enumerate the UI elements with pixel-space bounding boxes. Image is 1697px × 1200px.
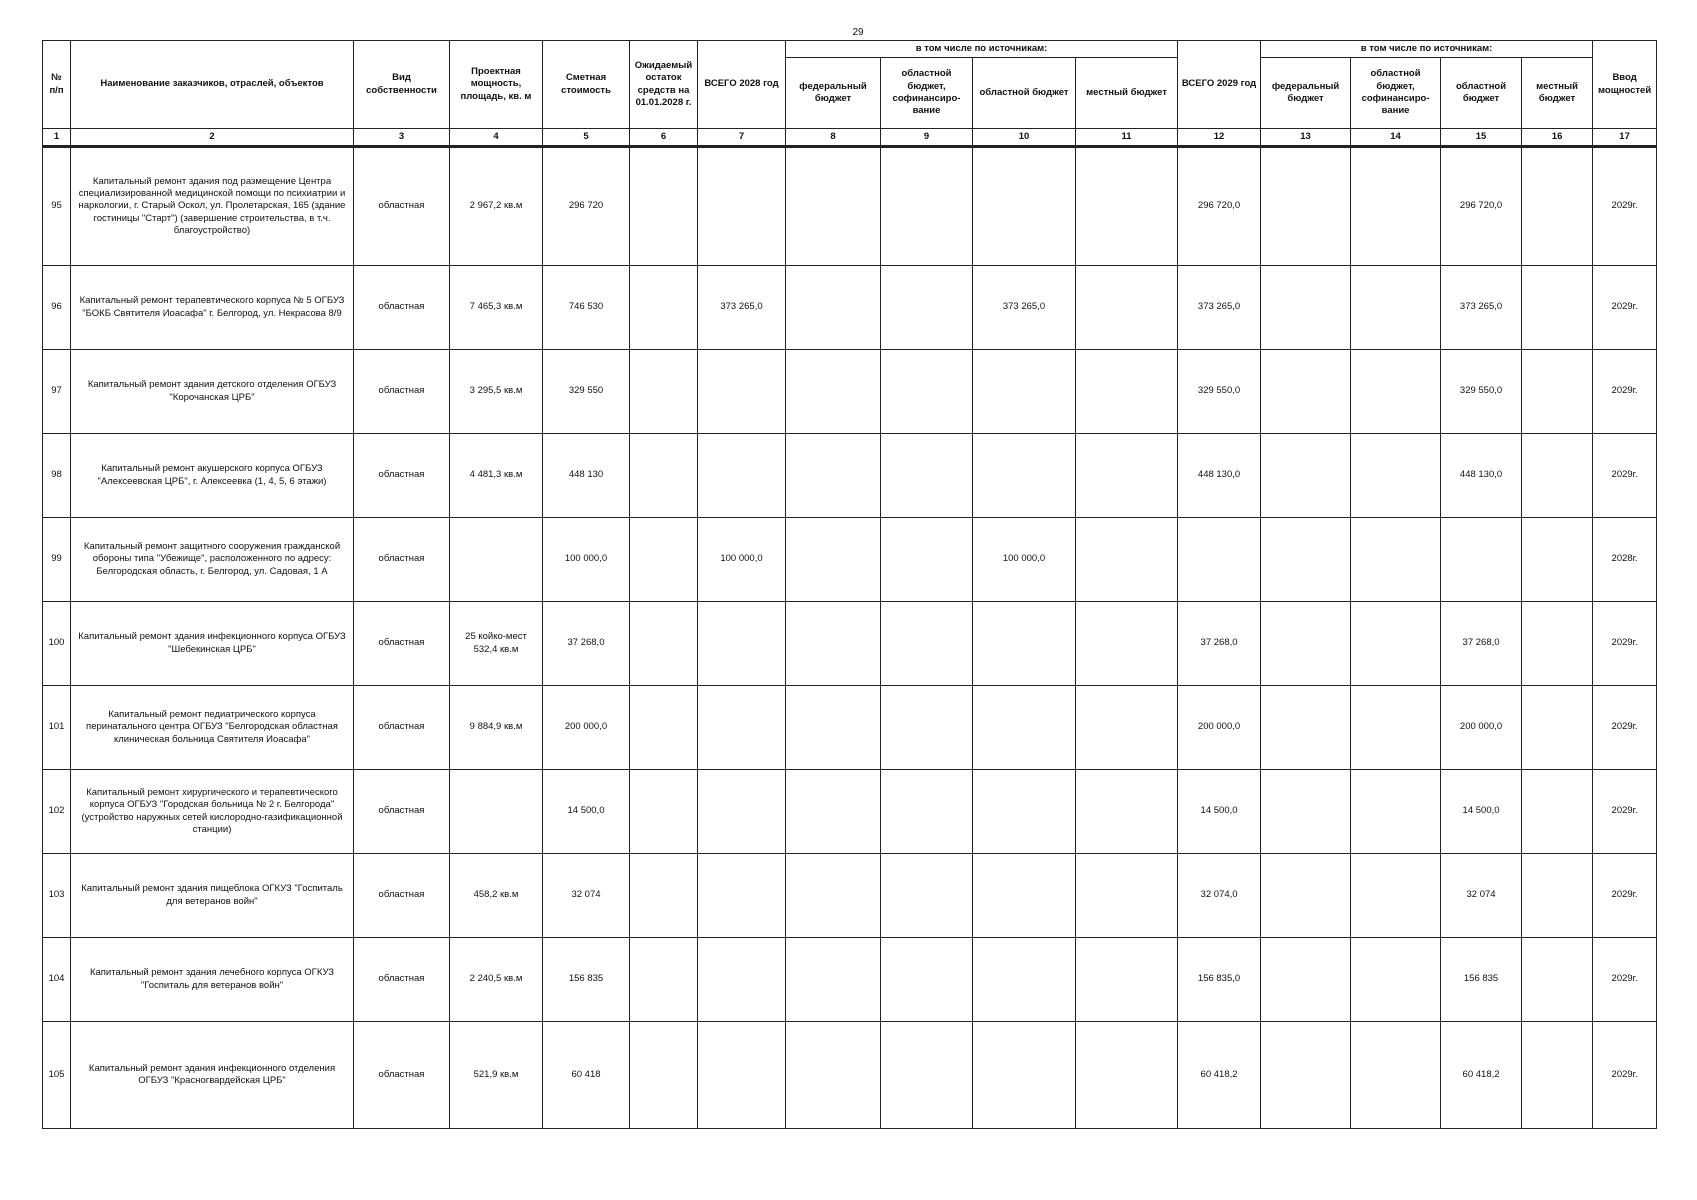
- cofin-2028-cell: [881, 266, 973, 350]
- column-number: 1: [43, 129, 71, 147]
- cofin-2028-cell: [881, 854, 973, 938]
- federal-2029-cell: [1261, 434, 1351, 518]
- row-number: 97: [43, 350, 71, 434]
- estimate-cell: 200 000,0: [543, 686, 630, 770]
- table-row: [43, 518, 1657, 602]
- total-2028-cell: [698, 434, 786, 518]
- commission-year-cell: 2028г.: [1593, 518, 1657, 602]
- header-cofin-2028: областной бюджет, софинансиро-вание: [881, 58, 973, 129]
- federal-2028-cell: [786, 854, 881, 938]
- column-number: 14: [1351, 129, 1441, 147]
- regional-2029-cell: 296 720,0: [1441, 147, 1522, 266]
- ownership-cell: областная: [354, 518, 450, 602]
- header-sources-2028: в том числе по источникам:: [786, 41, 1178, 58]
- commission-year-cell: 2029г.: [1593, 147, 1657, 266]
- federal-2028-cell: [786, 602, 881, 686]
- federal-2029-cell: [1261, 854, 1351, 938]
- estimate-cell: 296 720: [543, 147, 630, 266]
- header-name: Наименование заказчиков, отраслей, объектов: [71, 41, 354, 129]
- ownership-cell: областная: [354, 770, 450, 854]
- regional-2028-cell: [973, 1022, 1076, 1129]
- total-2029-cell: 32 074,0: [1178, 854, 1261, 938]
- local-2028-cell: [1076, 602, 1178, 686]
- header-federal-2028: федеральный бюджет: [786, 58, 881, 129]
- cofin-2029-cell: [1351, 1022, 1441, 1129]
- capacity-cell: [450, 518, 543, 602]
- local-2029-cell: [1522, 602, 1593, 686]
- cofin-2029-cell: [1351, 518, 1441, 602]
- local-2029-cell: [1522, 518, 1593, 602]
- federal-2029-cell: [1261, 770, 1351, 854]
- local-2029-cell: [1522, 686, 1593, 770]
- federal-2028-cell: [786, 147, 881, 266]
- header-estimate: Сметная стоимость: [543, 41, 630, 129]
- total-2028-cell: [698, 1022, 786, 1129]
- commission-year-cell: 2029г.: [1593, 854, 1657, 938]
- header-row-no: № п/п: [43, 41, 71, 129]
- header-regional-2029: областной бюджет: [1441, 58, 1522, 129]
- regional-2029-cell: 329 550,0: [1441, 350, 1522, 434]
- row-number: 105: [43, 1022, 71, 1129]
- regional-2029-cell: 14 500,0: [1441, 770, 1522, 854]
- regional-2028-cell: [973, 147, 1076, 266]
- total-2028-cell: 373 265,0: [698, 266, 786, 350]
- object-name: Капитальный ремонт здания инфекционного корпуса ОГБУЗ "Шебекинская ЦРБ": [71, 602, 354, 686]
- header-commission: Ввод мощностей: [1593, 41, 1657, 129]
- federal-2029-cell: [1261, 350, 1351, 434]
- table-row: [43, 350, 1657, 434]
- total-2029-cell: [1178, 518, 1261, 602]
- regional-2029-cell: 156 835: [1441, 938, 1522, 1022]
- header-sources-2029: в том числе по источникам:: [1261, 41, 1593, 58]
- local-2029-cell: [1522, 266, 1593, 350]
- table-row: [43, 434, 1657, 518]
- federal-2029-cell: [1261, 938, 1351, 1022]
- column-number: 11: [1076, 129, 1178, 147]
- cofin-2029-cell: [1351, 147, 1441, 266]
- regional-2028-cell: [973, 770, 1076, 854]
- object-name: Капитальный ремонт хирургического и терапевтического корпуса ОГБУЗ "Городская больница № 2 г. Белгорода" (устройство наружных сетей кислородно-газификационной станции): [71, 770, 354, 854]
- commission-year-cell: 2029г.: [1593, 602, 1657, 686]
- federal-2029-cell: [1261, 1022, 1351, 1129]
- column-number: 4: [450, 129, 543, 147]
- column-number: 13: [1261, 129, 1351, 147]
- row-number: 96: [43, 266, 71, 350]
- table-row: [43, 147, 1657, 266]
- cofin-2029-cell: [1351, 266, 1441, 350]
- commission-year-cell: 2029г.: [1593, 686, 1657, 770]
- ownership-cell: областная: [354, 266, 450, 350]
- local-2028-cell: [1076, 266, 1178, 350]
- estimate-cell: 32 074: [543, 854, 630, 938]
- column-number: 17: [1593, 129, 1657, 147]
- local-2028-cell: [1076, 434, 1178, 518]
- capacity-cell: 4 481,3 кв.м: [450, 434, 543, 518]
- capacity-cell: 458,2 кв.м: [450, 854, 543, 938]
- local-2029-cell: [1522, 770, 1593, 854]
- regional-2028-cell: [973, 686, 1076, 770]
- table-row: [43, 686, 1657, 770]
- column-number: 2: [71, 129, 354, 147]
- total-2028-cell: [698, 602, 786, 686]
- cofin-2028-cell: [881, 686, 973, 770]
- row-number: 104: [43, 938, 71, 1022]
- regional-2029-cell: 60 418,2: [1441, 1022, 1522, 1129]
- object-name: Капитальный ремонт здания инфекционного отделения ОГБУЗ "Красногвардейская ЦРБ": [71, 1022, 354, 1129]
- header-local-2028: местный бюджет: [1076, 58, 1178, 129]
- cofin-2028-cell: [881, 350, 973, 434]
- remainder-cell: [630, 1022, 698, 1129]
- cofin-2028-cell: [881, 147, 973, 266]
- cofin-2028-cell: [881, 938, 973, 1022]
- capacity-cell: [450, 770, 543, 854]
- column-number: 12: [1178, 129, 1261, 147]
- commission-year-cell: 2029г.: [1593, 350, 1657, 434]
- table-row: [43, 770, 1657, 854]
- total-2029-cell: 37 268,0: [1178, 602, 1261, 686]
- ownership-cell: областная: [354, 854, 450, 938]
- estimate-cell: 448 130: [543, 434, 630, 518]
- column-number: 9: [881, 129, 973, 147]
- column-number: 15: [1441, 129, 1522, 147]
- capacity-cell: 9 884,9 кв.м: [450, 686, 543, 770]
- object-name: Капитальный ремонт защитного сооружения гражданской обороны типа "Убежище", расположенного по адресу: Белгородская область, г. Белгород, ул. Садовая, 1 А: [71, 518, 354, 602]
- local-2028-cell: [1076, 147, 1178, 266]
- federal-2028-cell: [786, 770, 881, 854]
- regional-2029-cell: 448 130,0: [1441, 434, 1522, 518]
- total-2028-cell: 100 000,0: [698, 518, 786, 602]
- local-2028-cell: [1076, 686, 1178, 770]
- row-number: 99: [43, 518, 71, 602]
- regional-2028-cell: [973, 350, 1076, 434]
- ownership-cell: областная: [354, 147, 450, 266]
- table-row: [43, 1022, 1657, 1129]
- ownership-cell: областная: [354, 350, 450, 434]
- remainder-cell: [630, 770, 698, 854]
- table-row: [43, 938, 1657, 1022]
- commission-year-cell: 2029г.: [1593, 938, 1657, 1022]
- federal-2028-cell: [786, 266, 881, 350]
- cofin-2029-cell: [1351, 938, 1441, 1022]
- capacity-cell: 521,9 кв.м: [450, 1022, 543, 1129]
- header-total-2029: ВСЕГО 2029 год: [1178, 41, 1261, 129]
- object-name: Капитальный ремонт акушерского корпуса ОГБУЗ "Алексеевская ЦРБ", г. Алексеевка (1, 4, 5, 6 этажи): [71, 434, 354, 518]
- commission-year-cell: 2029г.: [1593, 434, 1657, 518]
- cofin-2029-cell: [1351, 602, 1441, 686]
- federal-2028-cell: [786, 1022, 881, 1129]
- remainder-cell: [630, 854, 698, 938]
- column-number: 3: [354, 129, 450, 147]
- total-2028-cell: [698, 854, 786, 938]
- remainder-cell: [630, 266, 698, 350]
- object-name: Капитальный ремонт здания под размещение Центра специализированной медицинской помощи по психиатрии и наркологии, г. Старый Оскол, ул. Пролетарская, 165 (здание гостиницы "Старт") (завершение строительства, в т.ч. благоустройство): [71, 147, 354, 266]
- cofin-2028-cell: [881, 770, 973, 854]
- estimate-cell: 14 500,0: [543, 770, 630, 854]
- column-number: 6: [630, 129, 698, 147]
- federal-2028-cell: [786, 518, 881, 602]
- regional-2029-cell: 373 265,0: [1441, 266, 1522, 350]
- total-2029-cell: 156 835,0: [1178, 938, 1261, 1022]
- local-2028-cell: [1076, 854, 1178, 938]
- local-2029-cell: [1522, 434, 1593, 518]
- cofin-2029-cell: [1351, 854, 1441, 938]
- estimate-cell: 60 418: [543, 1022, 630, 1129]
- federal-2029-cell: [1261, 518, 1351, 602]
- local-2028-cell: [1076, 518, 1178, 602]
- regional-2028-cell: [973, 854, 1076, 938]
- capacity-cell: 3 295,5 кв.м: [450, 350, 543, 434]
- local-2029-cell: [1522, 938, 1593, 1022]
- header-total-2028: ВСЕГО 2028 год: [698, 41, 786, 129]
- federal-2029-cell: [1261, 147, 1351, 266]
- column-number: 7: [698, 129, 786, 147]
- federal-2029-cell: [1261, 686, 1351, 770]
- federal-2028-cell: [786, 434, 881, 518]
- object-name: Капитальный ремонт здания лечебного корпуса ОГКУЗ "Госпиталь для ветеранов войн": [71, 938, 354, 1022]
- total-2028-cell: [698, 147, 786, 266]
- estimate-cell: 37 268,0: [543, 602, 630, 686]
- federal-2028-cell: [786, 350, 881, 434]
- regional-2028-cell: [973, 602, 1076, 686]
- object-name: Капитальный ремонт здания детского отделения ОГБУЗ "Корочанская ЦРБ": [71, 350, 354, 434]
- table-row: [43, 266, 1657, 350]
- column-number-row: [43, 129, 1657, 147]
- estimate-cell: 746 530: [543, 266, 630, 350]
- total-2028-cell: [698, 770, 786, 854]
- regional-2029-cell: [1441, 518, 1522, 602]
- local-2029-cell: [1522, 147, 1593, 266]
- commission-year-cell: 2029г.: [1593, 1022, 1657, 1129]
- object-name: Капитальный ремонт здания пищеблока ОГКУЗ "Госпиталь для ветеранов войн": [71, 854, 354, 938]
- total-2029-cell: 14 500,0: [1178, 770, 1261, 854]
- federal-2028-cell: [786, 686, 881, 770]
- regional-2028-cell: 373 265,0: [973, 266, 1076, 350]
- capacity-cell: 7 465,3 кв.м: [450, 266, 543, 350]
- local-2028-cell: [1076, 770, 1178, 854]
- total-2029-cell: 373 265,0: [1178, 266, 1261, 350]
- row-number: 103: [43, 854, 71, 938]
- column-number: 8: [786, 129, 881, 147]
- cofin-2029-cell: [1351, 686, 1441, 770]
- remainder-cell: [630, 602, 698, 686]
- regional-2029-cell: 32 074: [1441, 854, 1522, 938]
- object-name: Капитальный ремонт терапевтического корпуса № 5 ОГБУЗ "БОКБ Святителя Иоасафа" г. Белгород, ул. Некрасова 8/9: [71, 266, 354, 350]
- capacity-cell: 2 240,5 кв.м: [450, 938, 543, 1022]
- local-2029-cell: [1522, 1022, 1593, 1129]
- cofin-2028-cell: [881, 518, 973, 602]
- total-2029-cell: 200 000,0: [1178, 686, 1261, 770]
- header-regional-2028: областной бюджет: [973, 58, 1076, 129]
- header-cofin-2029: областной бюджет, софинансиро-вание: [1351, 58, 1441, 129]
- capacity-cell: 2 967,2 кв.м: [450, 147, 543, 266]
- header-local-2029: местный бюджет: [1522, 58, 1593, 129]
- header-capacity: Проектная мощность, площадь, кв. м: [450, 41, 543, 129]
- estimate-cell: 329 550: [543, 350, 630, 434]
- regional-2029-cell: 37 268,0: [1441, 602, 1522, 686]
- local-2028-cell: [1076, 938, 1178, 1022]
- local-2029-cell: [1522, 854, 1593, 938]
- commission-year-cell: 2029г.: [1593, 770, 1657, 854]
- total-2028-cell: [698, 938, 786, 1022]
- estimate-cell: 100 000,0: [543, 518, 630, 602]
- row-number: 101: [43, 686, 71, 770]
- remainder-cell: [630, 938, 698, 1022]
- regional-2028-cell: [973, 938, 1076, 1022]
- local-2028-cell: [1076, 350, 1178, 434]
- row-number: 102: [43, 770, 71, 854]
- regional-2028-cell: 100 000,0: [973, 518, 1076, 602]
- header-remainder: Ожидаемый остаток средств на 01.01.2028 г.: [630, 41, 698, 129]
- column-number: 5: [543, 129, 630, 147]
- ownership-cell: областная: [354, 602, 450, 686]
- total-2028-cell: [698, 350, 786, 434]
- total-2029-cell: 296 720,0: [1178, 147, 1261, 266]
- commission-year-cell: 2029г.: [1593, 266, 1657, 350]
- regional-2028-cell: [973, 434, 1076, 518]
- total-2029-cell: 329 550,0: [1178, 350, 1261, 434]
- regional-2029-cell: 200 000,0: [1441, 686, 1522, 770]
- cofin-2028-cell: [881, 602, 973, 686]
- federal-2029-cell: [1261, 602, 1351, 686]
- header-ownership: Вид собственности: [354, 41, 450, 129]
- estimate-cell: 156 835: [543, 938, 630, 1022]
- cofin-2029-cell: [1351, 770, 1441, 854]
- local-2029-cell: [1522, 350, 1593, 434]
- row-number: 100: [43, 602, 71, 686]
- ownership-cell: областная: [354, 938, 450, 1022]
- table-row: [43, 602, 1657, 686]
- federal-2029-cell: [1261, 266, 1351, 350]
- row-number: 98: [43, 434, 71, 518]
- remainder-cell: [630, 147, 698, 266]
- total-2029-cell: 448 130,0: [1178, 434, 1261, 518]
- remainder-cell: [630, 434, 698, 518]
- cofin-2028-cell: [881, 434, 973, 518]
- table-row: [43, 854, 1657, 938]
- header-federal-2029: федеральный бюджет: [1261, 58, 1351, 129]
- total-2028-cell: [698, 686, 786, 770]
- total-2029-cell: 60 418,2: [1178, 1022, 1261, 1129]
- local-2028-cell: [1076, 1022, 1178, 1129]
- remainder-cell: [630, 350, 698, 434]
- federal-2028-cell: [786, 938, 881, 1022]
- page-number: 29: [852, 27, 864, 38]
- remainder-cell: [630, 518, 698, 602]
- table-body: [43, 147, 1657, 1129]
- column-number: 16: [1522, 129, 1593, 147]
- ownership-cell: областная: [354, 1022, 450, 1129]
- investment-table: [42, 40, 1657, 1129]
- row-number: 95: [43, 147, 71, 266]
- remainder-cell: [630, 686, 698, 770]
- object-name: Капитальный ремонт педиатрического корпуса перинатального центра ОГБУЗ "Белгородская областная клиническая больница Святителя Иоасафа": [71, 686, 354, 770]
- ownership-cell: областная: [354, 686, 450, 770]
- ownership-cell: областная: [354, 434, 450, 518]
- cofin-2029-cell: [1351, 350, 1441, 434]
- column-number: 10: [973, 129, 1076, 147]
- capacity-cell: 25 койко-мест 532,4 кв.м: [450, 602, 543, 686]
- cofin-2029-cell: [1351, 434, 1441, 518]
- cofin-2028-cell: [881, 1022, 973, 1129]
